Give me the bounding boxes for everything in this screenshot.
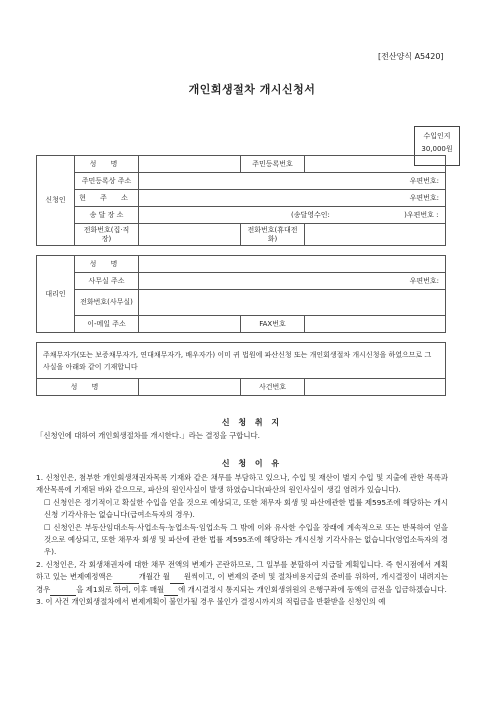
phone-home-field[interactable] <box>139 224 241 246</box>
case-number-label: 사건번호 <box>241 379 305 396</box>
office-address-field[interactable] <box>139 273 446 290</box>
agent-name-label: 성 명 <box>75 256 139 273</box>
service-recipient-label: (송달영수인: <box>291 210 330 219</box>
co-debtor-name-label: 성 명 <box>37 379 139 396</box>
reason-1-business-option: ☐ 신청인은 부동산임대소득·사업소득·농업소득·임업소득 그 밖에 이와 유사한 수입을 장래에 계속적으로 또는 반복하여 얻을 것으로 예상되고, 또한 채무자 회생 및 파산에 관한 법률 제595조에 해당하는 개시신청 기각사유는 없습니다(영업소득자의 경우). <box>44 522 448 557</box>
office-address-label: 사무실 주소 <box>75 273 139 290</box>
phone-home-label: 전화번호(집·직장) <box>75 224 139 246</box>
co-debtor-notice: 주채무자가(또는 보증채무자가, 연대채무자가, 배우자가) 이미 귀 법원에 파산신청 또는 개인회생절차 개시신청을 하였으므로 그 사실을 아래와 같이 기재합니다 <box>37 343 446 379</box>
reason-2-part-a: 2. 신청인은, 각 회생채권자에 대한 채무 전액의 변제가 곤란하므로, 그 일부를 분할하여 지급할 계획입니다. 즉 현시점에서 계획하고 있는 변제예정액은 <box>36 559 448 582</box>
phone-mobile-field[interactable] <box>305 224 446 246</box>
agent-table <box>36 255 446 333</box>
reason-1-salary-option: ☐ 신청인은 정기적이고 확실한 수입을 얻을 것으로 예상되고, 또한 채무자 회생 및 파산에관한 법률 제595조에 해당하는 개시신청 기각사유는 없습니다(급여소득자의 경우). <box>44 497 448 520</box>
applicant-table <box>36 155 446 246</box>
purpose-text: 「신청인에 대하여 개인회생절차를 개시한다.」라는 결정을 구합니다. <box>36 431 260 440</box>
stamp-label: 수입인지 <box>423 132 451 140</box>
reg-address-postal: 우편번호: <box>409 176 439 185</box>
agent-phone-label: 전화번호(사무실) <box>75 290 139 316</box>
current-address-postal: 우편번호: <box>409 193 439 202</box>
applicant-name-field[interactable] <box>139 156 241 173</box>
co-debtor-table <box>36 342 446 396</box>
reason-2-part-d: 을 제1회로 하여, 이후 매월 <box>76 584 165 594</box>
reasons-body <box>36 472 448 608</box>
agent-email-label: 이-메일 주소 <box>75 316 139 333</box>
applicant-rrn-label: 주민등록번호 <box>241 156 305 173</box>
service-postal-label: )우편번호 : <box>404 210 439 219</box>
office-postal-label: 우편번호: <box>409 276 439 285</box>
reg-address-label: 주민등록상 주소 <box>75 173 139 190</box>
phone-mobile-label: 전화번호(휴대전화) <box>241 224 305 246</box>
reason-3: 3. 이 사건 개인회생절차에서 변제계획이 불인가될 경우 불인가 결정시까지의 적립금을 반환받을 신청인의 예 <box>36 597 386 607</box>
page-title: 개인회생절차 개시신청서 <box>188 83 316 96</box>
applicant-rrn-field[interactable] <box>305 156 446 173</box>
form-code: [전산양식 A5420] <box>378 52 444 61</box>
agent-fax-label: FAX번호 <box>241 316 305 333</box>
co-debtor-name-field[interactable] <box>139 379 241 396</box>
reason-1: 1. 신청인은, 첨부한 개인회생채권자목록 기재와 같은 채무를 부담하고 있으나, 수입 및 재산이 별지 수입 및 지출에 관한 목록과 재산목록에 기재된 바와 같으므로, 파산의 원인사실이 발생 하였습니다(파산의 원인사실이 생길 염려가 있습니다). <box>36 473 448 495</box>
applicant-name-label: 성 명 <box>75 156 139 173</box>
current-address-field[interactable] <box>139 190 446 207</box>
monthly-amount-blank[interactable] <box>170 576 184 584</box>
agent-section-label: 대리인 <box>37 256 75 333</box>
applicant-section-label: 신청인 <box>37 156 75 246</box>
purpose-heading: 신 청 취 지 <box>221 418 283 427</box>
reason-2-part-b: 개월간 월 <box>138 572 170 582</box>
stamp-amount: 30,000원 <box>421 145 453 153</box>
agent-name-field[interactable] <box>139 256 446 273</box>
reason-2 <box>36 559 448 596</box>
case-number-field[interactable] <box>305 379 446 396</box>
agent-email-field[interactable] <box>139 316 241 333</box>
payment-day-blank[interactable] <box>164 588 178 596</box>
reg-address-field[interactable] <box>139 173 446 190</box>
reason-2-part-e: 에 개시결정시 통지되는 개인회생위원의 은행구좌에 동액의 금전을 입금하겠습니다. <box>178 584 447 594</box>
agent-fax-field[interactable] <box>305 316 446 333</box>
current-address-label: 현 주 소 <box>75 190 139 207</box>
service-address-field[interactable] <box>139 207 446 224</box>
service-address-label: 송 달 장 소 <box>75 207 139 224</box>
agent-phone-field[interactable] <box>139 290 446 316</box>
reason-2-part-c: 원씩이고, 이 변제의 준비 및 절차비용지급의 준비를 위하여, 개시결정이 내려지는 경우 <box>36 572 448 594</box>
reasons-heading: 신 청 이 유 <box>221 459 283 468</box>
months-blank[interactable] <box>113 576 139 584</box>
first-payment-blank[interactable] <box>50 588 76 596</box>
